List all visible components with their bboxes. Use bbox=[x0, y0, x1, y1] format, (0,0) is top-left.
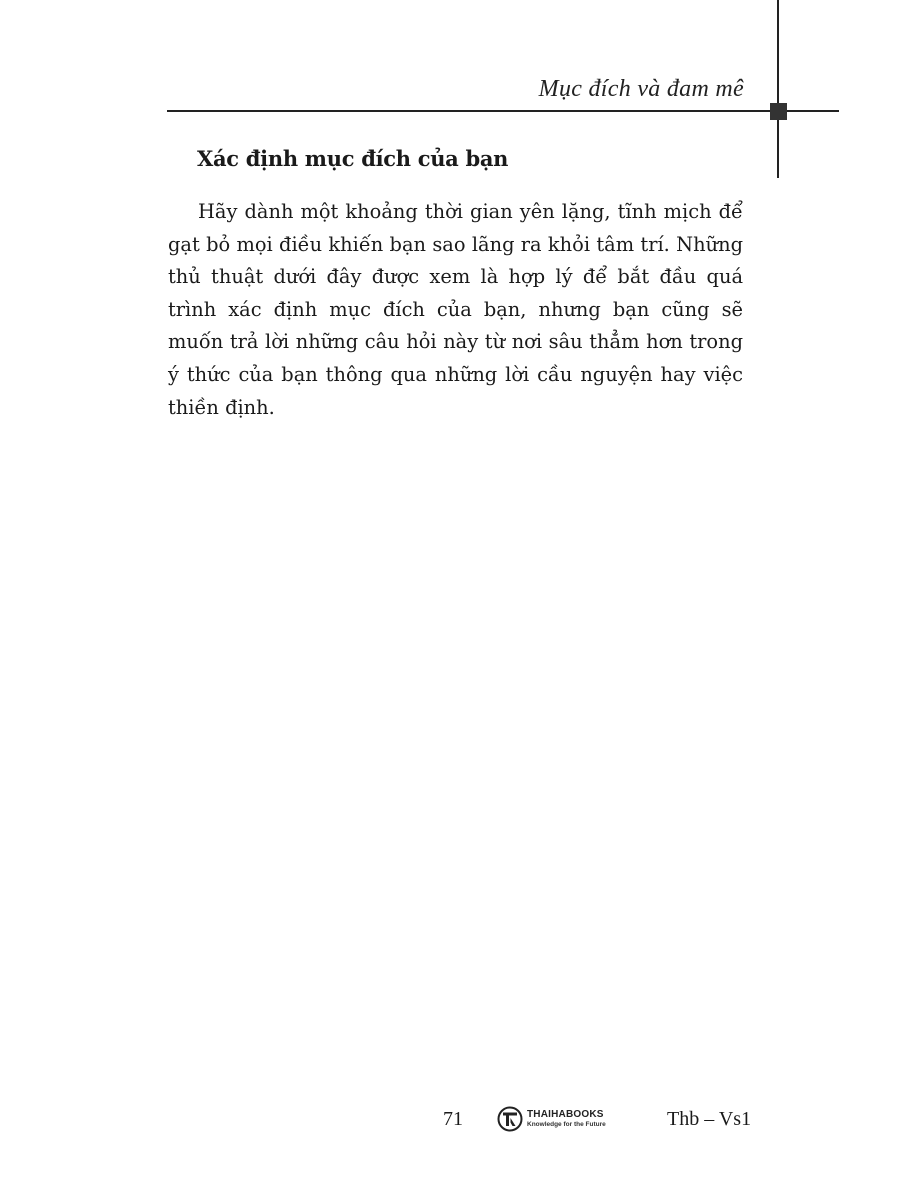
header-rule bbox=[167, 110, 839, 112]
section-title: Xác định mục đích của bạn bbox=[197, 146, 509, 171]
edition-label: Thb – Vs1 bbox=[667, 1108, 752, 1130]
crop-mark-square bbox=[770, 103, 787, 120]
page-footer bbox=[0, 1104, 910, 1138]
logo-name: THAIHABOOKS bbox=[527, 1109, 604, 1120]
running-header-title: Mục đích và đam mê bbox=[538, 76, 744, 102]
thaihabooks-logo-icon bbox=[497, 1106, 523, 1132]
publisher-logo bbox=[497, 1104, 617, 1136]
page-number: 71 bbox=[443, 1108, 463, 1130]
logo-tagline: Knowledge for the Future bbox=[527, 1121, 606, 1128]
body-paragraph: Hãy dành một khoảng thời gian yên lặng, tĩnh mịch để gạt bỏ mọi điều khiến bạn sao lãng ra khỏi tâm trí. Những thủ thuật dưới đây được xem là hợp lý để bắt đầu quá trình xác định mục đích của bạn, nhưng bạn cũng sẽ muốn trả lời những câu hỏi này từ nơi sâu thẳm hơn trong ý thức của bạn thông qua những lời cầu nguyện hay việc thiền định. bbox=[168, 200, 743, 419]
crop-mark-vertical bbox=[777, 0, 779, 178]
